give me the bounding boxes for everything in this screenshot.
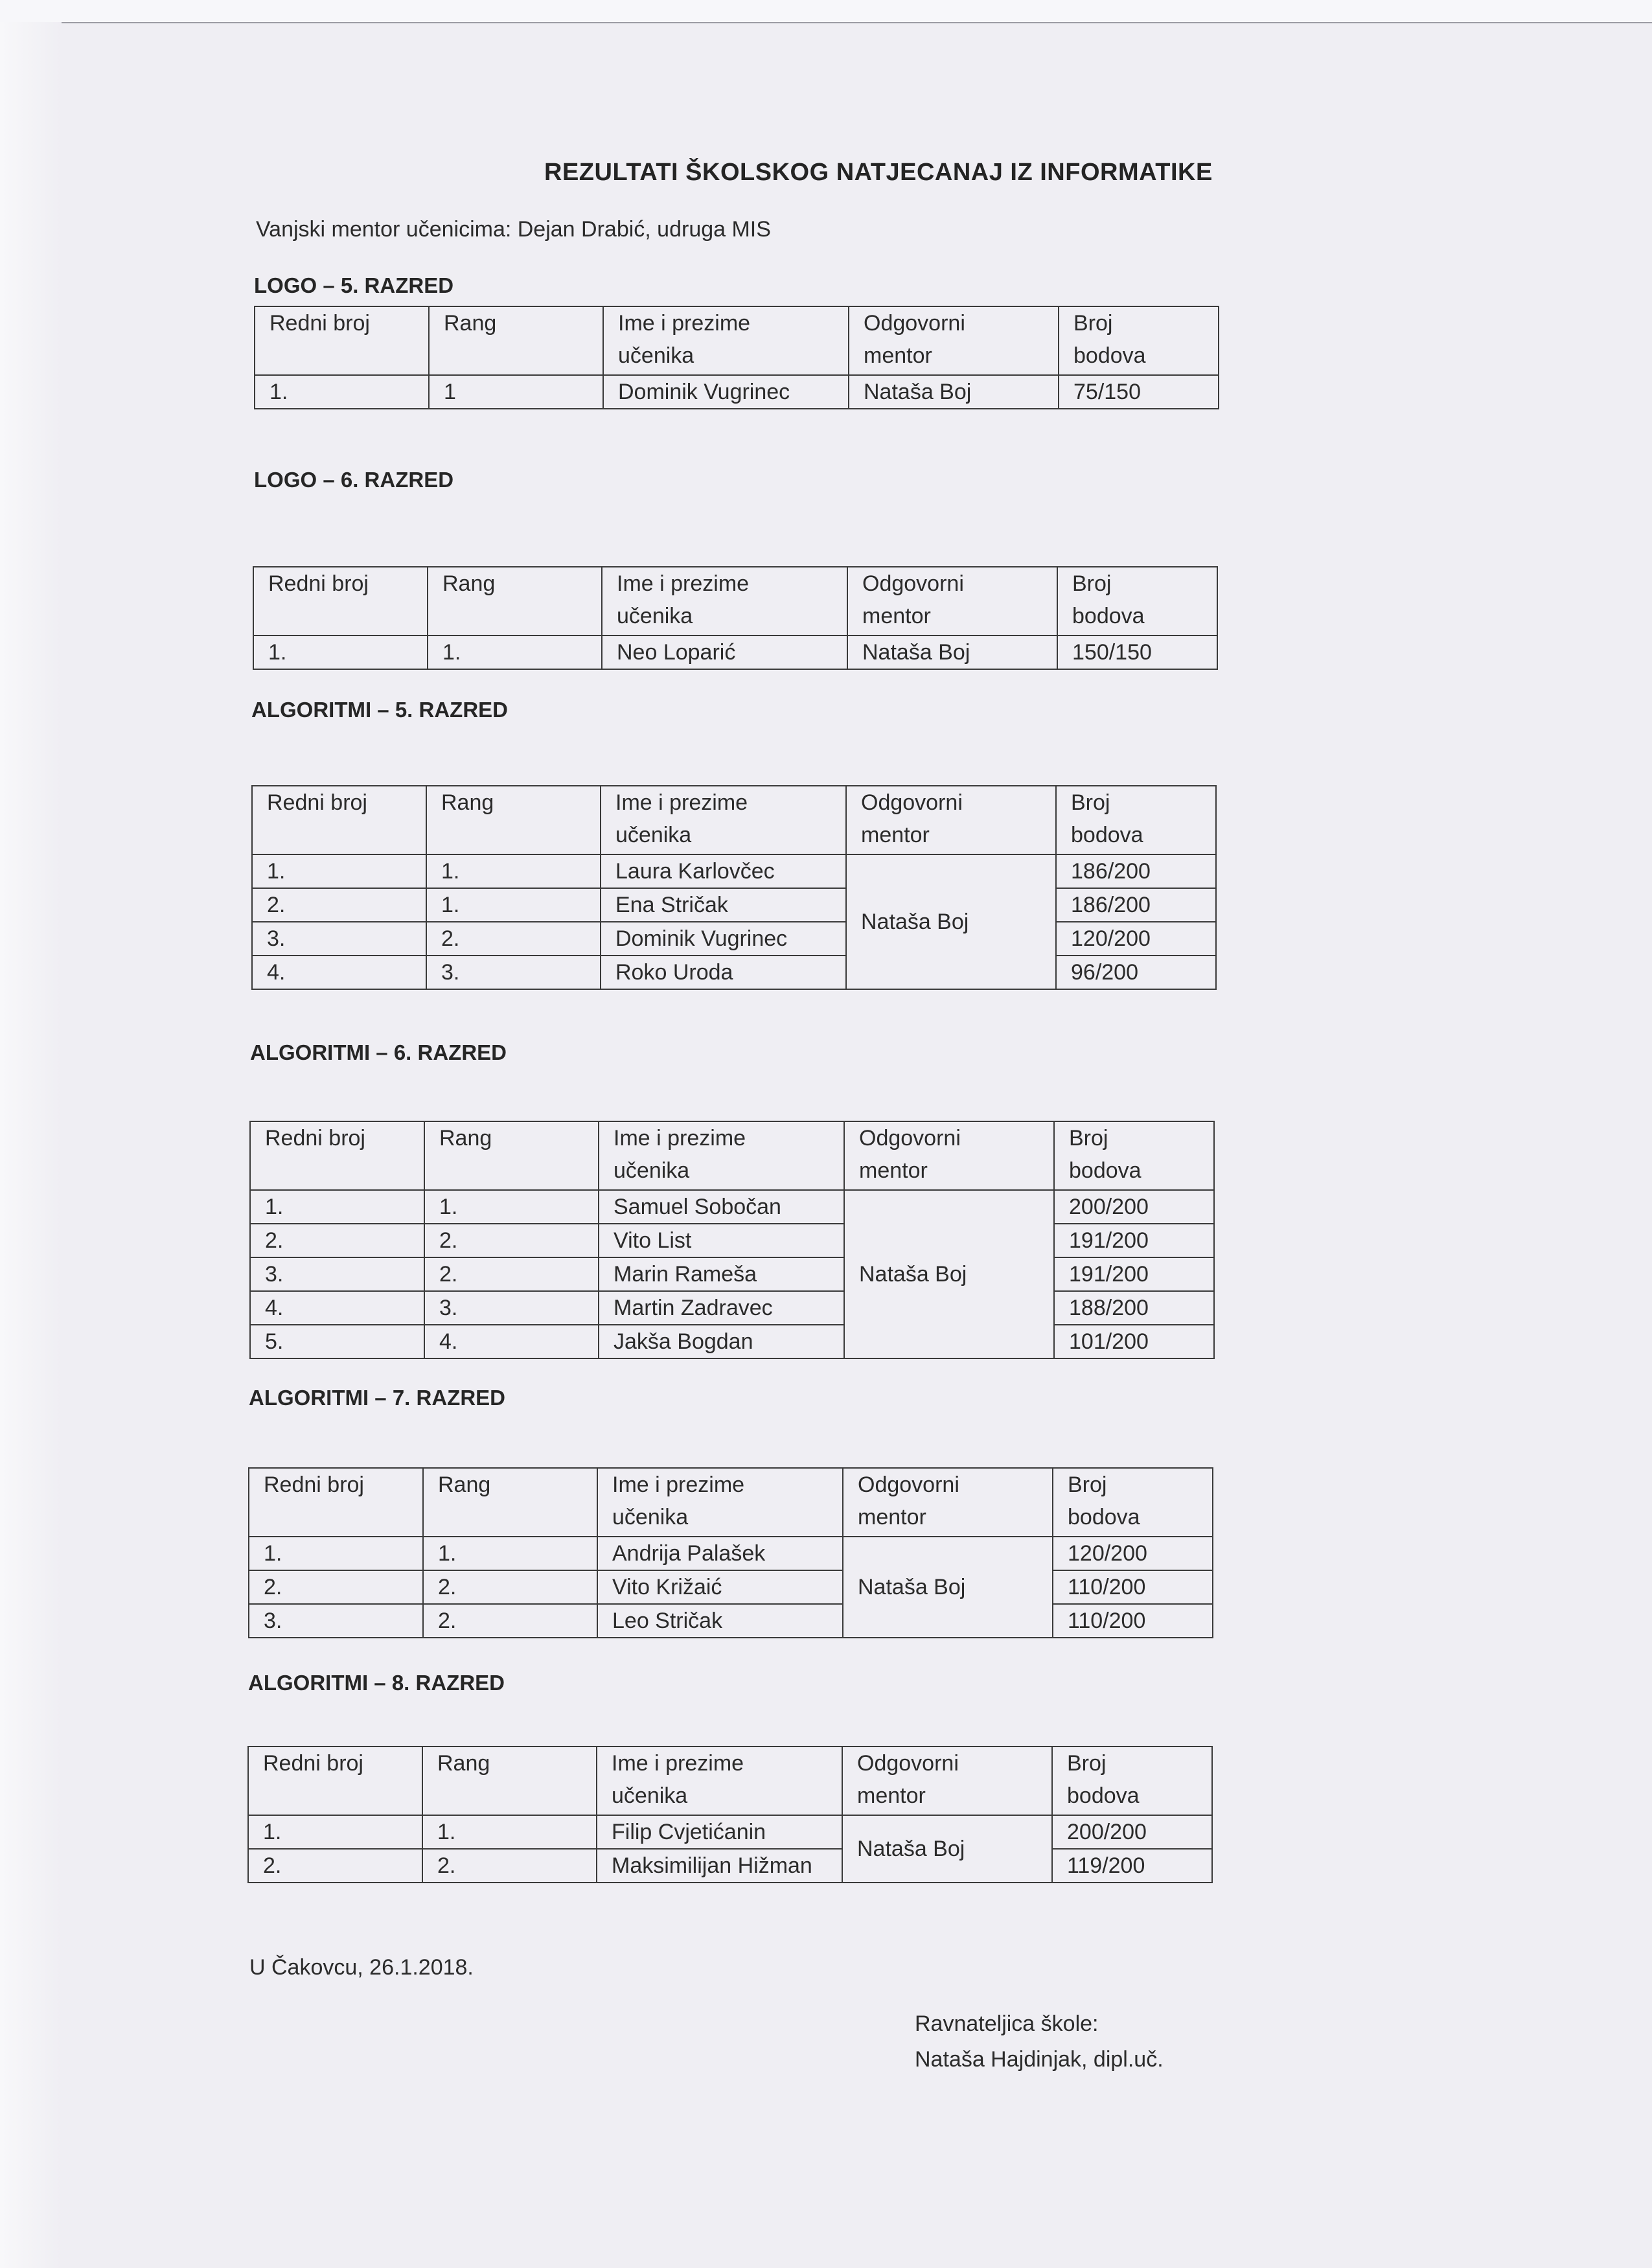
- table-row: [248, 1815, 1212, 1849]
- section-title: ALGORITMI – 6. RAZRED: [250, 1040, 507, 1064]
- table-row: [250, 1190, 1214, 1224]
- cell-redni-broj: 4.: [252, 956, 426, 989]
- cell-redni-broj: 1.: [248, 1815, 422, 1849]
- column-header-text: Odgovorni: [859, 1126, 961, 1151]
- table-header-row: [252, 786, 1216, 854]
- cell-points: 75/150: [1059, 375, 1219, 409]
- cell-points: 188/200: [1054, 1291, 1214, 1325]
- cell-redni-broj: 1.: [249, 1537, 423, 1570]
- cell-student-name: Maksimilijan Hižman: [597, 1849, 842, 1883]
- cell-points: 110/200: [1053, 1570, 1213, 1604]
- cell-redni-broj: 3.: [252, 922, 426, 956]
- cell-rang: 1.: [424, 1190, 599, 1224]
- cell-student-name: Martin Zadravec: [599, 1291, 844, 1325]
- cell-student-name: Marin Rameša: [599, 1257, 844, 1291]
- cell-student-name: Dominik Vugrinec: [601, 922, 846, 956]
- table-header-row: [249, 1468, 1213, 1537]
- cell-redni-broj: 1.: [253, 636, 428, 669]
- column-header: [1052, 1747, 1212, 1815]
- table-row: [249, 1604, 1213, 1638]
- column-header: [1057, 567, 1217, 636]
- table-row: [252, 956, 1216, 989]
- scan-top-edge: [0, 0, 1652, 23]
- cell-rang: 4.: [424, 1325, 599, 1358]
- cell-mentor: Nataša Boj: [847, 636, 1057, 669]
- table-row: [252, 888, 1216, 922]
- cell-rang: 2.: [424, 1224, 599, 1257]
- column-header: [422, 1747, 597, 1815]
- section-title: ALGORITMI – 8. RAZRED: [248, 1671, 505, 1695]
- cell-points: 200/200: [1052, 1815, 1212, 1849]
- column-header-text: Rang: [444, 311, 497, 336]
- table-row: [252, 854, 1216, 888]
- column-header-text: mentor: [859, 1158, 928, 1183]
- column-header-text: Broj: [1069, 1126, 1108, 1151]
- column-header-text: bodova: [1073, 343, 1146, 368]
- column-header: [248, 1747, 422, 1815]
- column-header-text: učenika: [612, 1783, 688, 1808]
- column-header-text: mentor: [857, 1783, 926, 1808]
- cell-student-name: Vito List: [599, 1224, 844, 1257]
- column-header-text: bodova: [1069, 1158, 1141, 1183]
- column-header-text: Broj: [1068, 1472, 1107, 1497]
- column-header-text: Odgovorni: [861, 790, 963, 815]
- column-header: [599, 1121, 844, 1190]
- cell-points: 120/200: [1053, 1537, 1213, 1570]
- cell-student-name: Ena Stričak: [601, 888, 846, 922]
- results-table: [247, 1746, 1213, 1883]
- column-header: [1053, 1468, 1213, 1537]
- cell-student-name: Laura Karlovčec: [601, 854, 846, 888]
- column-header: [252, 786, 426, 854]
- column-header-text: bodova: [1071, 823, 1143, 847]
- cell-student-name: Andrija Palašek: [597, 1537, 843, 1570]
- column-header-text: Rang: [437, 1751, 490, 1776]
- table-row: [253, 636, 1217, 669]
- cell-rang: 3.: [426, 956, 601, 989]
- column-header-text: Ime i prezime: [618, 311, 751, 336]
- column-header-text: Rang: [441, 790, 494, 815]
- column-header-text: učenika: [615, 823, 692, 847]
- column-header-text: bodova: [1068, 1505, 1140, 1529]
- column-header: [1059, 306, 1219, 375]
- cell-rang: 1.: [422, 1815, 597, 1849]
- column-header-text: mentor: [858, 1505, 926, 1529]
- table-row: [250, 1224, 1214, 1257]
- cell-rang: 1.: [426, 888, 601, 922]
- cell-points: 110/200: [1053, 1604, 1213, 1638]
- column-header: [423, 1468, 597, 1537]
- cell-points: 186/200: [1056, 854, 1216, 888]
- table-row: [252, 922, 1216, 956]
- column-header-text: Broj: [1073, 311, 1113, 336]
- cell-points: 186/200: [1056, 888, 1216, 922]
- results-table: [251, 785, 1217, 990]
- cell-points: 200/200: [1054, 1190, 1214, 1224]
- column-header: [429, 306, 603, 375]
- cell-rang: 1: [429, 375, 603, 409]
- column-header: [1054, 1121, 1214, 1190]
- document-title: REZULTATI ŠKOLSKOG NATJECANAJ IZ INFORMATIKE: [544, 159, 1213, 186]
- results-table: [248, 1467, 1213, 1638]
- cell-redni-broj: 5.: [250, 1325, 424, 1358]
- column-header-text: Odgovorni: [862, 571, 964, 596]
- cell-points: 191/200: [1054, 1257, 1214, 1291]
- column-header-text: mentor: [864, 343, 932, 368]
- cell-redni-broj: 3.: [249, 1604, 423, 1638]
- cell-rang: 2.: [422, 1849, 597, 1883]
- column-header: [843, 1468, 1053, 1537]
- column-header-text: mentor: [862, 604, 931, 628]
- column-header-text: učenika: [617, 604, 693, 628]
- column-header-text: Redni broj: [267, 790, 367, 815]
- column-header-text: Rang: [439, 1126, 492, 1151]
- cell-student-name: Leo Stričak: [597, 1604, 843, 1638]
- cell-points: 120/200: [1056, 922, 1216, 956]
- column-header-text: Redni broj: [270, 311, 370, 336]
- cell-redni-broj: 3.: [250, 1257, 424, 1291]
- cell-points: 191/200: [1054, 1224, 1214, 1257]
- column-header: [250, 1121, 424, 1190]
- column-header-text: Broj: [1072, 571, 1112, 596]
- table-row: [249, 1570, 1213, 1604]
- column-header: [1056, 786, 1216, 854]
- cell-redni-broj: 1.: [250, 1190, 424, 1224]
- cell-student-name: Roko Uroda: [601, 956, 846, 989]
- column-header: [601, 786, 846, 854]
- table-header-row: [248, 1747, 1212, 1815]
- column-header: [255, 306, 429, 375]
- column-header-text: Rang: [438, 1472, 491, 1497]
- column-header-text: Rang: [442, 571, 496, 596]
- results-table: [253, 566, 1218, 670]
- section-title: ALGORITMI – 7. RAZRED: [249, 1386, 506, 1410]
- column-header: [602, 567, 847, 636]
- column-header-text: Redni broj: [263, 1751, 363, 1776]
- column-header-text: Ime i prezime: [612, 1472, 745, 1497]
- cell-student-name: Vito Križaić: [597, 1570, 843, 1604]
- table-row: [250, 1257, 1214, 1291]
- section-title: LOGO – 6. RAZRED: [254, 468, 454, 492]
- cell-mentor: Nataša Boj: [846, 854, 1056, 989]
- cell-student-name: Filip Cvjetićanin: [597, 1815, 842, 1849]
- table-header-row: [250, 1121, 1214, 1190]
- cell-mentor: Nataša Boj: [842, 1815, 1052, 1883]
- signature-role: Ravnateljica škole:: [915, 2011, 1099, 2036]
- cell-points: 101/200: [1054, 1325, 1214, 1358]
- column-header-text: bodova: [1072, 604, 1145, 628]
- column-header: [253, 567, 428, 636]
- place-date: U Čakovcu, 26.1.2018.: [249, 1955, 474, 1980]
- cell-rang: 1.: [426, 854, 601, 888]
- cell-student-name: Neo Loparić: [602, 636, 847, 669]
- scan-left-edge: [0, 22, 62, 2268]
- column-header-text: Odgovorni: [858, 1472, 959, 1497]
- cell-points: 119/200: [1052, 1849, 1212, 1883]
- external-mentor-line: Vanjski mentor učenicima: Dejan Drabić, udruga MIS: [256, 217, 771, 242]
- column-header-text: Ime i prezime: [614, 1126, 746, 1151]
- cell-rang: 1.: [428, 636, 602, 669]
- column-header-text: učenika: [618, 343, 694, 368]
- column-header-text: učenika: [612, 1505, 689, 1529]
- column-header: [597, 1747, 842, 1815]
- column-header-text: mentor: [861, 823, 930, 847]
- table-row: [250, 1291, 1214, 1325]
- cell-rang: 2.: [424, 1257, 599, 1291]
- section-title: ALGORITMI – 5. RAZRED: [251, 698, 509, 722]
- column-header-text: Redni broj: [264, 1472, 364, 1497]
- cell-redni-broj: 2.: [250, 1224, 424, 1257]
- cell-mentor: Nataša Boj: [849, 375, 1059, 409]
- cell-redni-broj: 2.: [252, 888, 426, 922]
- table-header-row: [255, 306, 1219, 375]
- column-header-text: Odgovorni: [864, 311, 965, 336]
- cell-points: 96/200: [1056, 956, 1216, 989]
- column-header-text: Redni broj: [265, 1126, 365, 1151]
- table-header-row: [253, 567, 1217, 636]
- table-row: [250, 1325, 1214, 1358]
- cell-redni-broj: 2.: [249, 1570, 423, 1604]
- column-header: [849, 306, 1059, 375]
- column-header: [842, 1747, 1052, 1815]
- column-header-text: bodova: [1067, 1783, 1140, 1808]
- cell-mentor: Nataša Boj: [844, 1190, 1054, 1358]
- column-header: [426, 786, 601, 854]
- cell-student-name: Dominik Vugrinec: [603, 375, 849, 409]
- section-title: LOGO – 5. RAZRED: [254, 273, 454, 297]
- cell-student-name: Jakša Bogdan: [599, 1325, 844, 1358]
- column-header-text: Ime i prezime: [617, 571, 750, 596]
- column-header: [424, 1121, 599, 1190]
- table-row: [255, 375, 1219, 409]
- cell-points: 150/150: [1057, 636, 1217, 669]
- column-header: [847, 567, 1057, 636]
- column-header: [249, 1468, 423, 1537]
- column-header-text: Odgovorni: [857, 1751, 959, 1776]
- cell-rang: 2.: [426, 922, 601, 956]
- column-header-text: Ime i prezime: [615, 790, 748, 815]
- column-header: [603, 306, 849, 375]
- column-header-text: Redni broj: [268, 571, 369, 596]
- column-header: [428, 567, 602, 636]
- column-header-text: Broj: [1071, 790, 1110, 815]
- column-header: [846, 786, 1056, 854]
- results-table: [254, 306, 1219, 409]
- cell-mentor: Nataša Boj: [843, 1537, 1053, 1638]
- cell-rang: 3.: [424, 1291, 599, 1325]
- cell-redni-broj: 2.: [248, 1849, 422, 1883]
- column-header: [844, 1121, 1054, 1190]
- signature-name: Nataša Hajdinjak, dipl.uč.: [915, 2047, 1164, 2072]
- cell-rang: 1.: [423, 1537, 597, 1570]
- cell-rang: 2.: [423, 1604, 597, 1638]
- table-row: [249, 1537, 1213, 1570]
- column-header: [597, 1468, 843, 1537]
- cell-student-name: Samuel Sobočan: [599, 1190, 844, 1224]
- cell-redni-broj: 1.: [252, 854, 426, 888]
- cell-redni-broj: 4.: [250, 1291, 424, 1325]
- results-table: [249, 1121, 1215, 1359]
- column-header-text: učenika: [614, 1158, 690, 1183]
- cell-redni-broj: 1.: [255, 375, 429, 409]
- column-header-text: Ime i prezime: [612, 1751, 744, 1776]
- cell-rang: 2.: [423, 1570, 597, 1604]
- column-header-text: Broj: [1067, 1751, 1107, 1776]
- table-row: [248, 1849, 1212, 1883]
